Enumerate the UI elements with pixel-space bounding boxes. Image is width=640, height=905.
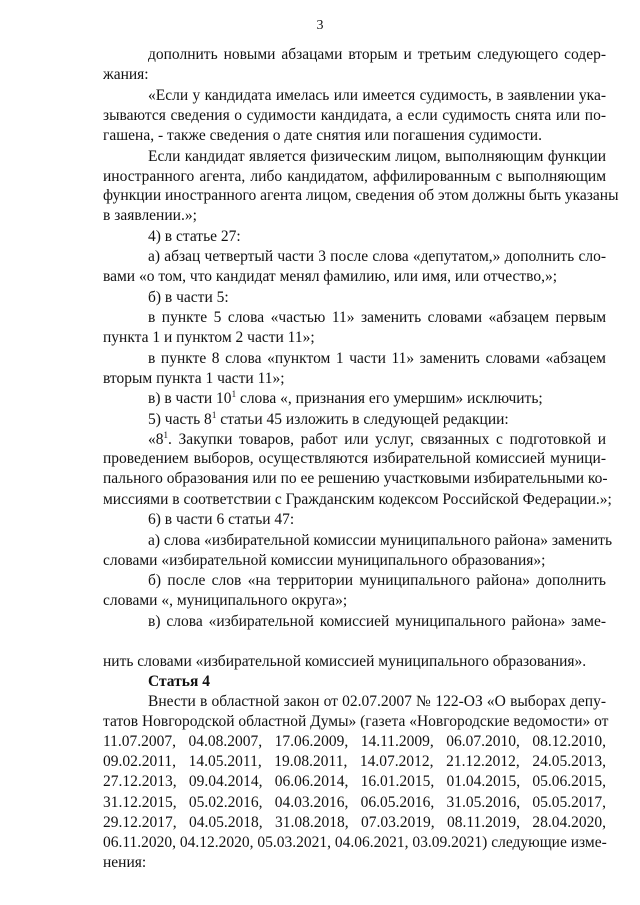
superscript: 1 (231, 388, 237, 399)
line-text: Внести в областной закон от 02.07.2007 № 122-ОЗ «О выборах депу- (148, 693, 606, 710)
text-line (148, 410, 606, 429)
line-text: б) в части 5: (148, 289, 229, 306)
text-line (103, 449, 606, 468)
text-line (148, 86, 606, 105)
text-line (148, 247, 606, 266)
line-text: «8 (148, 431, 164, 448)
text-line (103, 732, 606, 751)
text-line (103, 206, 606, 225)
text-line (148, 510, 606, 529)
line-text: «Если у кандидата имелась или имеется судимость, в заявлении ука- (148, 87, 606, 104)
text-line (103, 267, 606, 286)
line-text: гашена, - также сведения о дате снятия или погашения судимости. (103, 127, 542, 144)
line-text: 06.11.2020, 04.12.2020, 05.03.2021, 04.06.2021, 03.09.2021) следующие изме- (103, 834, 607, 851)
text-line (103, 793, 606, 812)
line-text: словами «избирательной комиссии муниципального образования»; (103, 552, 546, 569)
line-text-continued: . Закупки товаров, работ или услуг, связанных с подготовкой и (168, 431, 606, 448)
line-text: 5) часть 8 (148, 411, 212, 428)
text-line (103, 369, 606, 388)
line-text: Статья 4 (148, 673, 210, 690)
text-line (103, 328, 606, 347)
line-text: б) после слов «на территории муниципального района» дополнить (148, 572, 606, 589)
line-text: нить словами «избирательной комиссией муниципального образования». (103, 653, 587, 670)
line-text: 27.12.2013, 09.04.2014, 06.06.2014, 16.01.2015, 01.04.2015, 05.06.2015, (103, 773, 606, 790)
text-line (103, 652, 606, 671)
text-line (148, 227, 606, 246)
line-text: функции иностранного агента лицом, сведения об этом должны быть указаны (103, 187, 619, 204)
superscript: 1 (163, 429, 168, 440)
line-text: а) слова «избирательной комиссии муниципального района» заменить (148, 532, 613, 549)
line-text: словами «, муниципального округа»; (103, 592, 348, 609)
text-line (148, 389, 606, 408)
line-text: в) слова «избирательной комиссией муниципального района» заме- (148, 613, 606, 630)
text-line (148, 349, 606, 368)
text-line (103, 591, 606, 610)
line-text: вами «о том, что кандидат менял фамилию, или имя, или отчество,»; (103, 268, 558, 285)
line-text: 31.12.2015, 05.02.2016, 04.03.2016, 06.05.2016, 31.05.2016, 05.05.2017, (103, 794, 606, 811)
line-text: жания: (103, 66, 149, 83)
text-line (103, 813, 606, 832)
line-text: пального образования или по ее решению участковыми избирательными ко- (103, 470, 608, 487)
line-text: иностранного агента, либо кандидатом, аффилированным с выполняющим (103, 168, 606, 185)
line-text-continued: статьи 45 изложить в следующей редакции: (216, 411, 509, 428)
line-text: дополнить новыми абзацами вторым и третьим следующего содер- (148, 46, 606, 63)
text-line (148, 308, 606, 327)
text-line (103, 752, 606, 771)
line-text: в заявлении.»; (103, 207, 197, 224)
line-text: зываются сведения о судимости кандидата, а если судимость снята или по- (103, 107, 606, 124)
superscript: 1 (211, 409, 217, 420)
line-text: 29.12.2017, 04.05.2018, 31.08.2018, 07.03.2019, 08.11.2019, 28.04.2020, (103, 814, 606, 831)
line-text: миссиями в соответствии с Гражданским кодексом Российской Федерации.»; (103, 491, 612, 508)
line-text: татов Новгородской областной Думы» (газета «Новгородские ведомости» от (103, 713, 609, 730)
text-line (103, 106, 606, 125)
text-line (148, 147, 606, 166)
line-text: в пункте 8 слова «пунктом 1 части 11» заменить словами «абзацем (148, 350, 606, 367)
text-line (103, 833, 606, 852)
text-line (148, 288, 606, 307)
text-line (103, 772, 606, 791)
line-text: в пункте 5 слова «частью 11» заменить словами «абзацем первым (148, 309, 606, 326)
text-line (103, 712, 609, 731)
text-line (103, 126, 606, 145)
text-line (103, 186, 619, 205)
line-text: 09.02.2011, 14.05.2011, 19.08.2011, 14.07.2012, 21.12.2012, 24.05.2013, (103, 753, 606, 770)
text-line (148, 612, 606, 631)
line-text-continued: слова «, признания его умершим» исключить; (236, 390, 543, 407)
page-number: 3 (316, 18, 324, 33)
text-line (103, 167, 606, 186)
line-text: проведением выборов, осуществляются избирательной комиссией муници- (103, 450, 606, 467)
text-line (148, 571, 606, 590)
line-text: нения: (103, 854, 147, 871)
line-text: 6) в части 6 статьи 47: (148, 511, 295, 528)
text-line (103, 551, 606, 570)
line-text: вторым пункта 1 части 11»; (103, 370, 285, 387)
line-text: а) абзац четвертый части 3 после слова «депутатом,» дополнить сло- (148, 248, 606, 265)
text-line (103, 469, 606, 488)
text-line (103, 853, 606, 872)
text-line (148, 692, 606, 711)
section-heading (148, 672, 606, 691)
line-text: пункта 1 и пунктом 2 части 11»; (103, 329, 315, 346)
line-text: 11.07.2007, 04.08.2007, 17.06.2009, 14.11.2009, 06.07.2010, 08.12.2010, (103, 733, 606, 750)
text-line (103, 65, 606, 84)
text-line (148, 531, 613, 550)
text-line (103, 490, 612, 509)
text-line (148, 430, 606, 449)
line-text: в) в части 10 (148, 390, 232, 407)
text-line (148, 45, 606, 64)
line-text: Если кандидат является физическим лицом, выполняющим функции (148, 148, 606, 165)
line-text: 4) в статье 27: (148, 228, 241, 245)
